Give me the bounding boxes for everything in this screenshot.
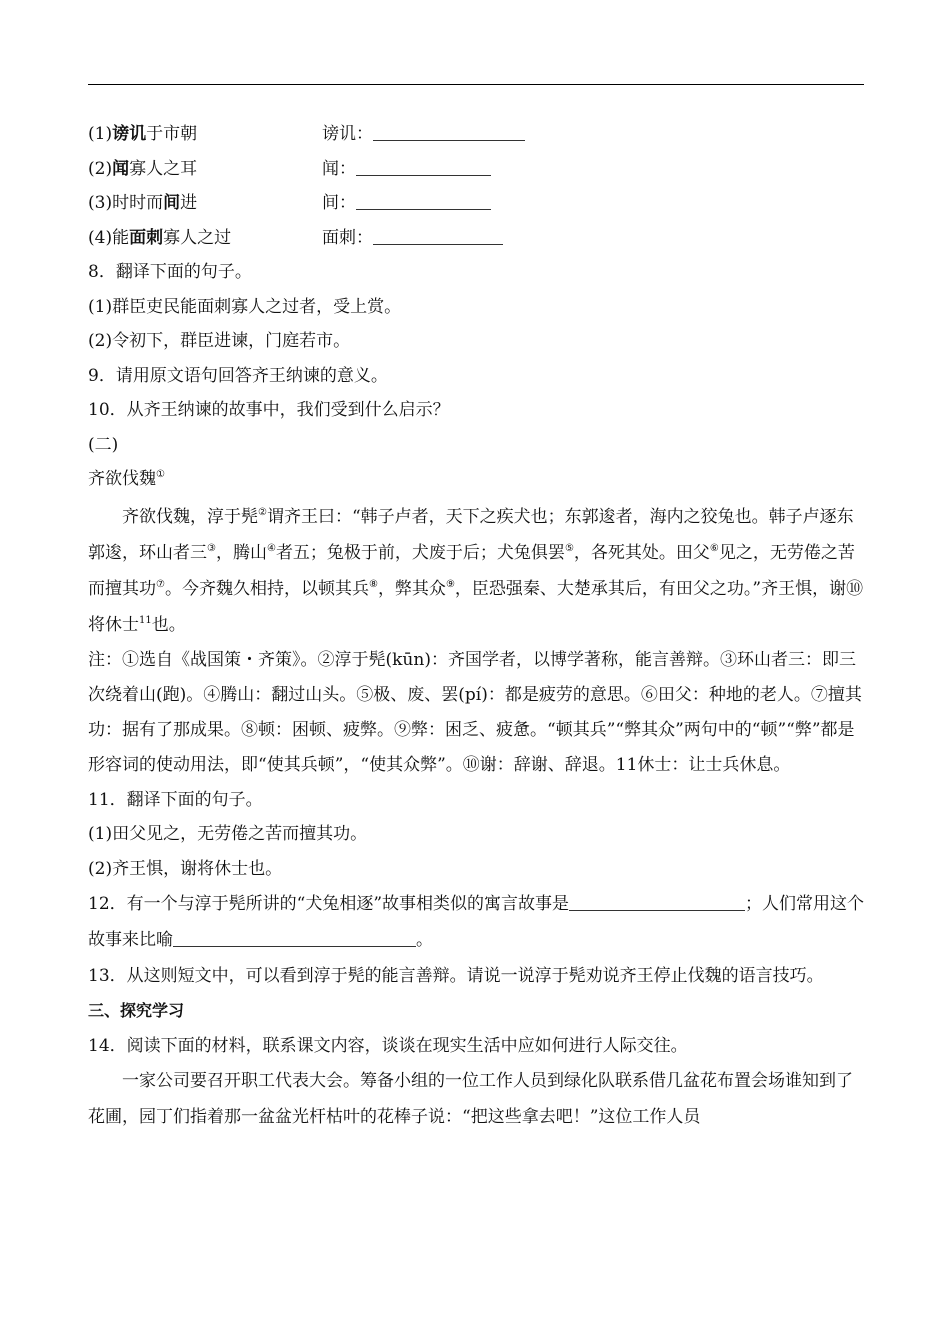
question-11-1: (1)田父见之，无劳倦之苦而擅其功。 [88,824,368,844]
answer-blank[interactable] [356,155,491,176]
passage-title: 齐欲伐魏① [88,469,165,489]
gloss-item-2: (2)闻寡人之耳 闻： [88,152,868,187]
gloss-item-3: (3)时时而间进 间： [88,186,868,221]
question-13: 13．从这则短文中，可以看到淳于髡的能言善辩。请说一说淳于髡劝说齐王停止伐魏的语言技巧。 [88,966,824,986]
answer-blank[interactable] [373,224,503,245]
question-14: 14．阅读下面的材料，联系课文内容，谈谈在现实生活中应如何进行人际交往。 [88,1035,688,1056]
answer-blank[interactable] [356,189,491,210]
question-8-2: (2)令初下，群臣进谏，门庭若市。 [88,331,351,351]
answer-blank[interactable] [373,120,525,141]
answer-blank[interactable] [173,926,416,947]
question-9: 9．请用原文语句回答齐王纳谏的意义。 [88,365,388,386]
document-body [88,117,868,1135]
header-rule [88,84,864,85]
gloss-item-1: (1)谤讥于市朝 谤讥： [88,117,868,152]
question-8-1: (1)群臣吏民能面刺寡人之过者，受上赏。 [88,296,402,317]
passage-text: 齐欲伐魏，淳于髡②谓齐王曰：“韩子卢者，天下之疾犬也；东郭逡者，海内之狡兔也。韩子卢逐东郭逡，环山者三③，腾山④者五；兔极于前，犬废于后；犬兔俱罢⑤，各死其处。田父⑥见之，无劳倦之苦而擅其功⑦。今齐魏久相持，以顿其兵⑧，弊其众⑨，臣恐强秦、大楚承其后，有田父之功。”齐王惧，谢⑩将休士$^{11}$也。 [88,506,864,635]
section-2-label: (二) [88,434,119,455]
question-10: 10．从齐王纳谏的故事中，我们受到什么启示？ [88,400,450,420]
material-text: 一家公司要召开职工代表大会。筹备小组的一位工作人员到绿化队联系借几盆花布置会场谁知到了花圃，园丁们指着那一盆盆光杆枯叶的花棒子说：“把这些拿去吧！”这位工作人员 [88,1071,853,1127]
passage-notes: 注：①选自《战国策・齐策》。②淳于髡(kūn)：齐国学者，以博学著称，能言善辩。③环山者三：即三次绕着山(跑)。④腾山：翻过山头。⑤极、废、罢(pí)：都是疲劳的意思。⑥田父：种地的老人。⑦擅其功：据有了那成果。⑧顿：困顿、疲弊。⑨弊：困乏、疲惫。“顿其兵”“弊其众”两句中的“顿”“弊”都是形容词的使动用法，即“使其兵顿”，“使其众弊”。⑩谢：辞谢、辞退。11休士：让士兵休息。 [88,649,862,775]
gloss-item-4: (4)能面刺寡人之过 面刺： [88,221,868,256]
question-8: 8．翻译下面的句子。 [88,262,252,282]
section-3-heading: 三、探究学习 [88,1001,185,1020]
question-11: 11．翻译下面的句子。 [88,789,263,810]
question-12: 12．有一个与淳于髡所讲的“犬兔相逐”故事相类似的寓言故事是 ；人们常用这个故事来比喻 。 [88,886,868,958]
question-11-2: (2)齐王惧，谢将休士也。 [88,858,283,879]
answer-blank[interactable] [569,890,745,911]
